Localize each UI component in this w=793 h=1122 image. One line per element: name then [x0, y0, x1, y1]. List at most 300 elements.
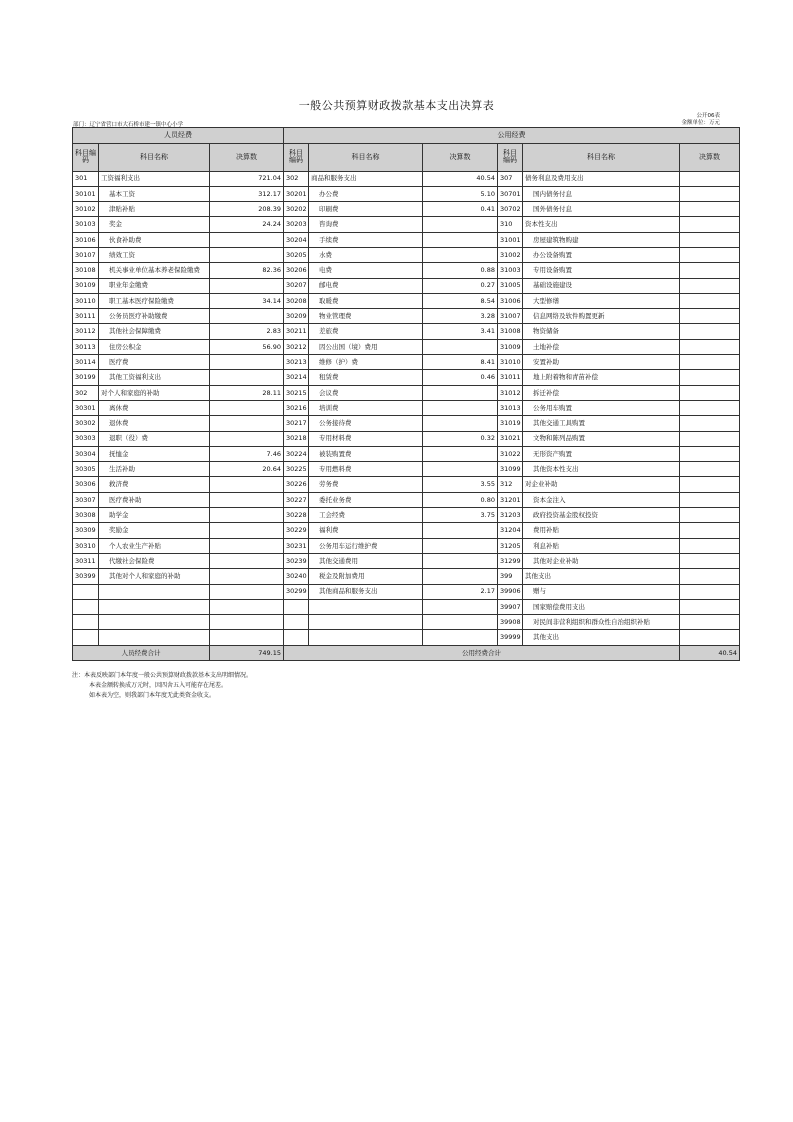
amount-value: 721.04 [210, 171, 284, 186]
subject-name: 其他对个人和家庭的补助 [99, 569, 210, 584]
subject-name: 奖金 [99, 217, 210, 232]
amount-value: 5.10 [423, 186, 498, 201]
table-row [73, 247, 740, 262]
amount-value [210, 416, 284, 431]
amount-value [423, 569, 498, 584]
subject-code: 30701 [498, 186, 523, 201]
amount-value: 34.14 [210, 293, 284, 308]
subject-name: 物资储备 [523, 324, 680, 339]
amount-value [210, 615, 284, 630]
subject-code: 31011 [498, 370, 523, 385]
amount-value [210, 569, 284, 584]
amount-value: 20.64 [210, 462, 284, 477]
subject-name: 其他资本性支出 [523, 462, 680, 477]
subject-code: 30216 [284, 400, 309, 415]
subject-name: 办公费 [309, 186, 423, 201]
subject-code: 30103 [73, 217, 99, 232]
amount-value [423, 446, 498, 461]
subject-code: 30217 [284, 416, 309, 431]
subject-name [99, 584, 210, 599]
subject-name: 印刷费 [309, 202, 423, 217]
subject-name: 租赁费 [309, 370, 423, 385]
subject-name: 取暖费 [309, 293, 423, 308]
subject-code: 30113 [73, 339, 99, 354]
amount-value [423, 400, 498, 415]
subject-code: 31012 [498, 385, 523, 400]
subject-code: 30208 [284, 293, 309, 308]
note-line: 注：本表反映部门本年度一般公共预算财政拨款基本支出明细情况。 [72, 672, 253, 679]
subject-code: 302 [73, 385, 99, 400]
table-row [73, 553, 740, 568]
subject-code: 31013 [498, 400, 523, 415]
amount-value: 312.17 [210, 186, 284, 201]
subject-code: 31019 [498, 416, 523, 431]
table-row [73, 385, 740, 400]
subject-code: 30307 [73, 492, 99, 507]
table-row [73, 370, 740, 385]
subject-name: 专用设备购置 [523, 263, 680, 278]
amount-value: 8.54 [423, 293, 498, 308]
amount-value [423, 553, 498, 568]
amount-value [680, 370, 740, 385]
amount-value [423, 523, 498, 538]
form-number: 公开06表 [696, 113, 720, 119]
subject-code: 30224 [284, 446, 309, 461]
subject-name [99, 630, 210, 645]
amount-value [423, 247, 498, 262]
subject-name: 安置补助 [523, 355, 680, 370]
subject-code: 31008 [498, 324, 523, 339]
subject-code: 30399 [73, 569, 99, 584]
subject-name: 救济费 [99, 477, 210, 492]
table-row [73, 431, 740, 446]
subject-code: 30231 [284, 538, 309, 553]
subject-code: 31205 [498, 538, 523, 553]
amount-value [680, 416, 740, 431]
table-row [73, 615, 740, 630]
subject-code: 30205 [284, 247, 309, 262]
subject-name: 会议费 [309, 385, 423, 400]
subject-name [99, 615, 210, 630]
amount-value [680, 553, 740, 568]
subject-code: 30302 [73, 416, 99, 431]
subject-name: 伙食补助费 [99, 232, 210, 247]
subject-name: 职业年金缴费 [99, 278, 210, 293]
amount-value [423, 462, 498, 477]
page-title: 一般公共预算财政拨款基本支出决算表 [298, 99, 495, 112]
subject-name: 信息网络及软件购置更新 [523, 309, 680, 324]
subject-name: 个人农业生产补贴 [99, 538, 210, 553]
subject-code: 30108 [73, 263, 99, 278]
subject-code [284, 630, 309, 645]
amount-value: 40.54 [423, 171, 498, 186]
subject-name: 债务利息及费用支出 [523, 171, 680, 186]
subject-name: 地上附着物和青苗补偿 [523, 370, 680, 385]
department-label: 部门：辽宁省营口市大石桥市建一镇中心小学 [73, 122, 184, 128]
amount-value [210, 630, 284, 645]
amount-value [680, 477, 740, 492]
header-name: 科目名称 [99, 143, 210, 171]
subject-name [99, 599, 210, 614]
table-row [73, 492, 740, 507]
amount-value [210, 538, 284, 553]
table-row [73, 523, 740, 538]
amount-value: 3.41 [423, 324, 498, 339]
subject-name: 其他交通工具购置 [523, 416, 680, 431]
subject-name: 公务接待费 [309, 416, 423, 431]
amount-value [680, 446, 740, 461]
subject-name: 土地补偿 [523, 339, 680, 354]
subject-code: 30206 [284, 263, 309, 278]
amount-value [680, 171, 740, 186]
subject-name: 电费 [309, 263, 423, 278]
note-line: 本表金额转换成万元时，因四舍五入可能存在尾差。 [89, 682, 228, 689]
subject-name: 生活补助 [99, 462, 210, 477]
subject-name: 其他支出 [523, 630, 680, 645]
subject-code: 399 [498, 569, 523, 584]
subject-name: 专用燃料费 [309, 462, 423, 477]
amount-value: 0.80 [423, 492, 498, 507]
subject-code: 31006 [498, 293, 523, 308]
subject-code: 30301 [73, 400, 99, 415]
subject-code: 30114 [73, 355, 99, 370]
amount-value [423, 599, 498, 614]
subject-code: 30218 [284, 431, 309, 446]
table-row [73, 324, 740, 339]
table-row [73, 462, 740, 477]
subject-code: 30102 [73, 202, 99, 217]
subject-name: 代缴社会保险费 [99, 553, 210, 568]
subject-code: 30311 [73, 553, 99, 568]
subject-name: 抚恤金 [99, 446, 210, 461]
subject-name: 费用补贴 [523, 523, 680, 538]
notes [72, 671, 252, 701]
amount-value [680, 508, 740, 523]
personnel-total-label: 人员经费合计 [73, 645, 210, 661]
amount-value [210, 431, 284, 446]
amount-value [423, 538, 498, 553]
subject-code: 30306 [73, 477, 99, 492]
subject-code: 30308 [73, 508, 99, 523]
amount-value [680, 263, 740, 278]
subject-name: 专用材料费 [309, 431, 423, 446]
subject-name: 工会经费 [309, 508, 423, 523]
subject-name: 公务用车购置 [523, 400, 680, 415]
amount-value [680, 385, 740, 400]
subject-code: 30202 [284, 202, 309, 217]
amount-value [210, 508, 284, 523]
subject-name: 退职（役）费 [99, 431, 210, 446]
amount-value [680, 186, 740, 201]
table-row [73, 538, 740, 553]
amount-value [423, 630, 498, 645]
personnel-total-value: 749.15 [210, 645, 284, 661]
subject-name: 对民间非营利组织和群众性自治组织补贴 [523, 615, 680, 630]
amount-value [210, 400, 284, 415]
amount-value [680, 492, 740, 507]
subject-code: 30207 [284, 278, 309, 293]
amount-value: 0.46 [423, 370, 498, 385]
subject-code: 30199 [73, 370, 99, 385]
amount-value [680, 462, 740, 477]
subject-name: 公务员医疗补助缴费 [99, 309, 210, 324]
amount-value: 3.28 [423, 309, 498, 324]
subject-name: 水费 [309, 247, 423, 262]
subject-code: 39908 [498, 615, 523, 630]
amount-value [680, 309, 740, 324]
subject-code [284, 615, 309, 630]
subject-name: 差旅费 [309, 324, 423, 339]
subject-name: 工资福利支出 [99, 171, 210, 186]
subject-code: 30110 [73, 293, 99, 308]
table-row [73, 508, 740, 523]
amount-value: 0.88 [423, 263, 498, 278]
subject-code: 312 [498, 477, 523, 492]
subject-code: 30201 [284, 186, 309, 201]
table-row [73, 232, 740, 247]
header-code: 科目编码 [73, 143, 99, 171]
amount-value: 7.46 [210, 446, 284, 461]
amount-value [210, 599, 284, 614]
amount-value [210, 247, 284, 262]
subject-code: 30204 [284, 232, 309, 247]
amount-value [680, 293, 740, 308]
amount-value [680, 523, 740, 538]
table-row [73, 293, 740, 308]
subject-name: 被装购置费 [309, 446, 423, 461]
subject-code: 30309 [73, 523, 99, 538]
subject-code [73, 584, 99, 599]
table-row [73, 186, 740, 201]
amount-value [210, 523, 284, 538]
amount-value [680, 599, 740, 614]
subject-name: 无形资产购置 [523, 446, 680, 461]
amount-value: 2.83 [210, 324, 284, 339]
subject-name: 助学金 [99, 508, 210, 523]
amount-value [423, 416, 498, 431]
subject-code: 30310 [73, 538, 99, 553]
subject-code: 39906 [498, 584, 523, 599]
subject-code: 30303 [73, 431, 99, 446]
subject-name: 培训费 [309, 400, 423, 415]
subject-name: 资本金注入 [523, 492, 680, 507]
subject-code: 30229 [284, 523, 309, 538]
subject-name: 物业管理费 [309, 309, 423, 324]
table-row [73, 416, 740, 431]
amount-value [680, 630, 740, 645]
subject-name: 维修（护）费 [309, 355, 423, 370]
subject-name: 医疗费补助 [99, 492, 210, 507]
subject-name: 委托业务费 [309, 492, 423, 507]
amount-value [680, 217, 740, 232]
amount-value: 56.90 [210, 339, 284, 354]
note-line: 如本表为空，则我部门本年度无此类资金收支。 [89, 692, 216, 699]
subject-code: 31005 [498, 278, 523, 293]
subject-code: 30239 [284, 553, 309, 568]
section-personnel: 人员经费 [73, 128, 284, 144]
subject-name: 公务用车运行维护费 [309, 538, 423, 553]
amount-value [680, 247, 740, 262]
expenditure-table [72, 127, 740, 661]
subject-name: 其他商品和服务支出 [309, 584, 423, 599]
table-row [73, 217, 740, 232]
subject-code [73, 630, 99, 645]
subject-name: 国家赔偿费用支出 [523, 599, 680, 614]
subject-code: 31002 [498, 247, 523, 262]
subject-code: 301 [73, 171, 99, 186]
subject-name: 资本性支出 [523, 217, 680, 232]
amount-value [680, 538, 740, 553]
subject-name: 基础设施建设 [523, 278, 680, 293]
header-amount: 决算数 [210, 143, 284, 171]
subject-code: 31299 [498, 553, 523, 568]
subject-name: 政府投资基金股权投资 [523, 508, 680, 523]
public-total-value: 40.54 [680, 645, 740, 661]
table-row [73, 584, 740, 599]
public-total-label: 公用经费合计 [284, 645, 680, 661]
table-row [73, 309, 740, 324]
subject-code: 30107 [73, 247, 99, 262]
subject-code: 30215 [284, 385, 309, 400]
subject-name: 办公设备购置 [523, 247, 680, 262]
subject-name: 国外债务付息 [523, 202, 680, 217]
subject-code: 30227 [284, 492, 309, 507]
subject-code: 30101 [73, 186, 99, 201]
subject-code: 31099 [498, 462, 523, 477]
subject-code: 31204 [498, 523, 523, 538]
header-name: 科目名称 [309, 143, 423, 171]
section-public: 公用经费 [284, 128, 740, 144]
amount-value: 28.11 [210, 385, 284, 400]
subject-name: 商品和服务支出 [309, 171, 423, 186]
amount-value [210, 492, 284, 507]
amount-value: 24.24 [210, 217, 284, 232]
subject-name: 房屋建筑物购建 [523, 232, 680, 247]
header-amount: 决算数 [680, 143, 740, 171]
amount-value [680, 202, 740, 217]
subject-code: 30212 [284, 339, 309, 354]
subject-name: 对企业补助 [523, 477, 680, 492]
amount-value [210, 370, 284, 385]
amount-value [423, 385, 498, 400]
table-row [73, 477, 740, 492]
subject-code: 307 [498, 171, 523, 186]
amount-value [210, 232, 284, 247]
subject-name: 奖励金 [99, 523, 210, 538]
subject-name: 大型修缮 [523, 293, 680, 308]
subject-name: 福利费 [309, 523, 423, 538]
table-row [73, 355, 740, 370]
subject-name: 基本工资 [99, 186, 210, 201]
subject-code: 310 [498, 217, 523, 232]
amount-value [210, 477, 284, 492]
subject-name: 利息补贴 [523, 538, 680, 553]
header-name: 科目名称 [523, 143, 680, 171]
table-row [73, 400, 740, 415]
amount-value [423, 339, 498, 354]
subject-code [73, 599, 99, 614]
amount-value [210, 355, 284, 370]
amount-value: 3.55 [423, 477, 498, 492]
subject-code [73, 615, 99, 630]
subject-code: 31021 [498, 431, 523, 446]
subject-code: 30305 [73, 462, 99, 477]
subject-code [284, 599, 309, 614]
subject-code: 30213 [284, 355, 309, 370]
subject-code: 30225 [284, 462, 309, 477]
header-amount: 决算数 [423, 143, 498, 171]
amount-value [423, 615, 498, 630]
subject-name: 对个人和家庭的补助 [99, 385, 210, 400]
subject-code: 30299 [284, 584, 309, 599]
amount-value [210, 553, 284, 568]
subject-name: 其他对企业补助 [523, 553, 680, 568]
subject-name: 因公出国（境）费用 [309, 339, 423, 354]
subject-code: 30226 [284, 477, 309, 492]
amount-value [210, 278, 284, 293]
header-code: 科目编码 [498, 143, 523, 171]
subject-name: 其他社会保障缴费 [99, 324, 210, 339]
section-header-row [73, 128, 740, 144]
table-row [73, 278, 740, 293]
amount-value [210, 309, 284, 324]
amount-value [680, 355, 740, 370]
subject-code: 39999 [498, 630, 523, 645]
column-header-row [73, 143, 740, 171]
subject-code: 31010 [498, 355, 523, 370]
amount-value: 208.39 [210, 202, 284, 217]
subject-code: 30240 [284, 569, 309, 584]
subject-name [309, 615, 423, 630]
total-row [73, 645, 740, 661]
subject-code: 31203 [498, 508, 523, 523]
subject-name: 咨询费 [309, 217, 423, 232]
subject-name [309, 630, 423, 645]
subject-name: 退休费 [99, 416, 210, 431]
amount-value [680, 400, 740, 415]
subject-name: 住房公积金 [99, 339, 210, 354]
table-row [73, 263, 740, 278]
subject-code: 30209 [284, 309, 309, 324]
amount-value [210, 584, 284, 599]
table-row [73, 202, 740, 217]
subject-code: 31007 [498, 309, 523, 324]
subject-code: 31003 [498, 263, 523, 278]
subject-code: 31009 [498, 339, 523, 354]
subject-code: 31022 [498, 446, 523, 461]
amount-value: 8.41 [423, 355, 498, 370]
amount-value [423, 232, 498, 247]
subject-name: 其他工资福利支出 [99, 370, 210, 385]
amount-value: 0.32 [423, 431, 498, 446]
table-row [73, 599, 740, 614]
subject-code: 30211 [284, 324, 309, 339]
subject-name: 离休费 [99, 400, 210, 415]
subject-code: 302 [284, 171, 309, 186]
amount-value: 82.36 [210, 263, 284, 278]
subject-code: 30214 [284, 370, 309, 385]
header-code: 科目编码 [284, 143, 309, 171]
amount-value [680, 584, 740, 599]
amount-value: 0.41 [423, 202, 498, 217]
subject-name: 税金及附加费用 [309, 569, 423, 584]
subject-name: 劳务费 [309, 477, 423, 492]
amount-value [680, 615, 740, 630]
amount-unit: 金额单位：万元 [681, 120, 720, 126]
subject-name: 手续费 [309, 232, 423, 247]
subject-code: 31001 [498, 232, 523, 247]
subject-name: 其他支出 [523, 569, 680, 584]
